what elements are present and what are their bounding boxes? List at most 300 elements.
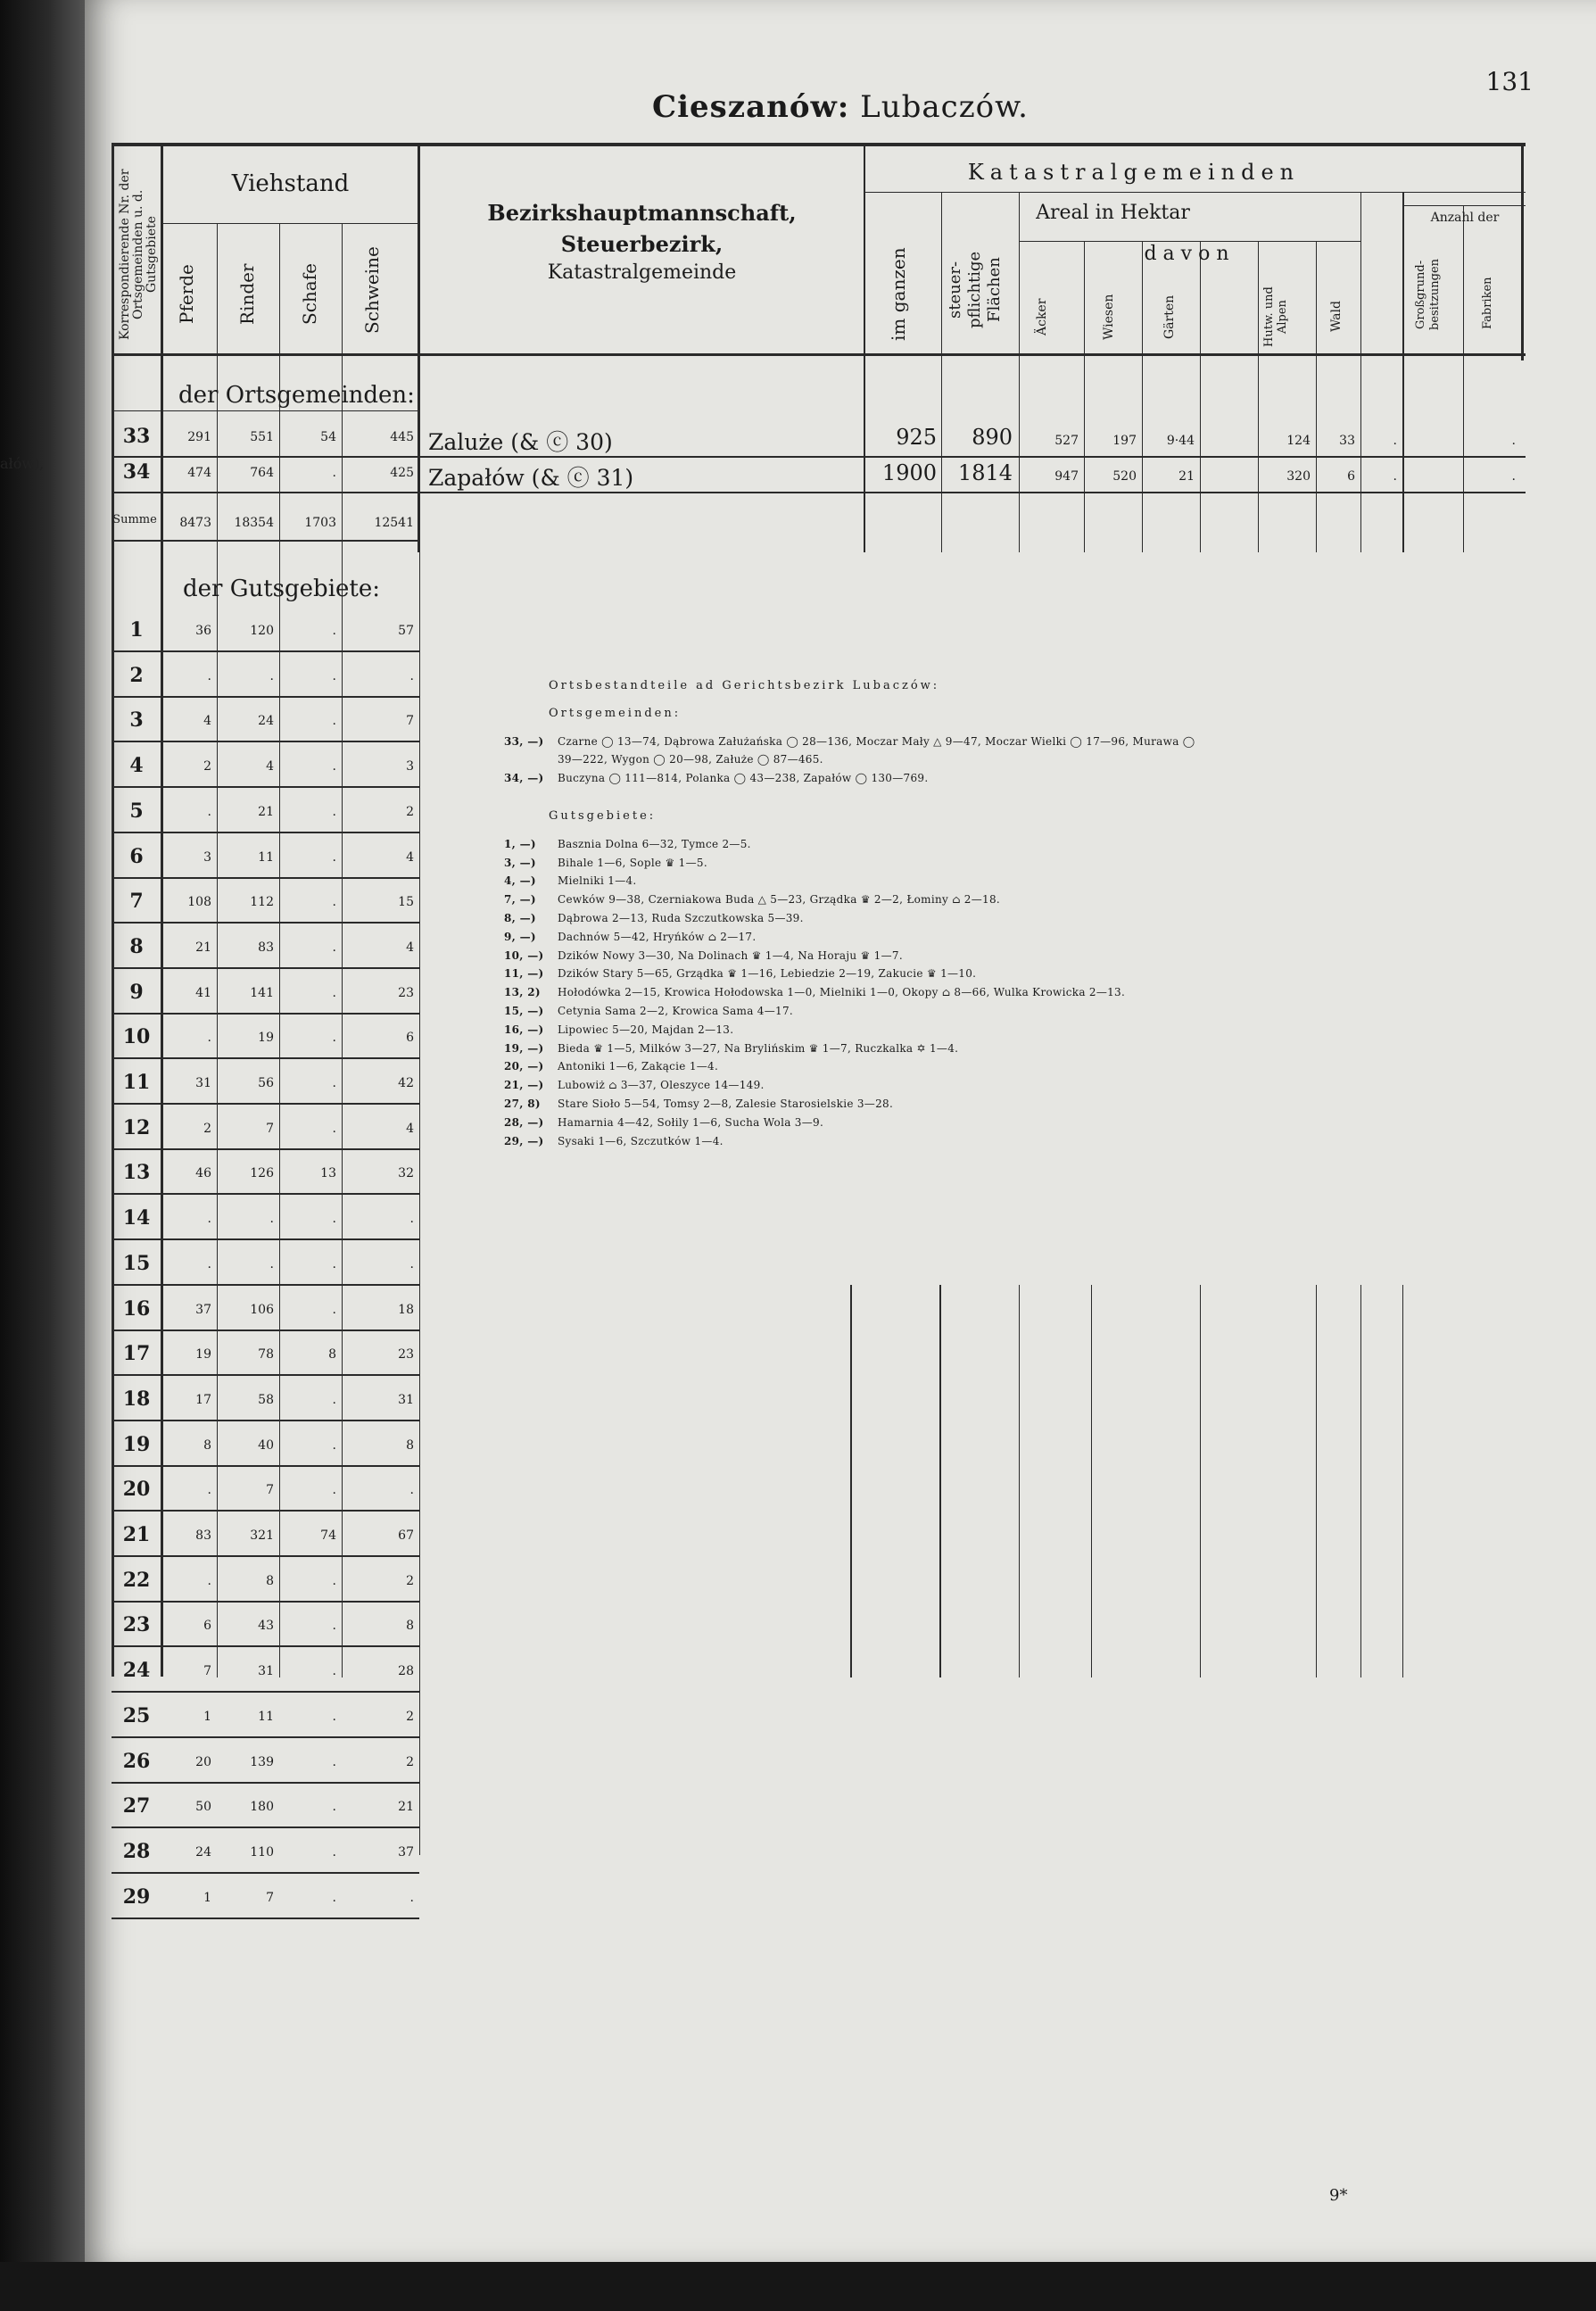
gutsgebiet-nr: 16 — [122, 1297, 151, 1321]
gutsgebiet-w: 2 — [406, 1574, 414, 1588]
gutsgebiet-r: 139 — [250, 1755, 274, 1769]
row-separator — [112, 1284, 419, 1286]
ortsgemeinde-pferde: 474 — [187, 466, 211, 480]
area-hutw: 320 — [1286, 469, 1311, 484]
gutsgebiet-w: 8 — [406, 1438, 414, 1453]
gutsgebiet-note-text: Hamarnia 4—42, Sołily 1—6, Sucha Wola 3—9. — [558, 1115, 824, 1129]
gutsgebiet-s: . — [332, 759, 336, 774]
gutsgebiet-r: 83 — [258, 940, 274, 955]
gutsgebiet-w: . — [409, 1891, 414, 1905]
gutsgebiet-s: . — [332, 1755, 336, 1769]
gutsgebiet-s: . — [332, 669, 336, 683]
row-separator — [112, 1691, 419, 1693]
row-separator — [112, 1013, 419, 1015]
area-wiesen: 520 — [1112, 469, 1137, 484]
header-rinder: Rinder — [236, 263, 258, 326]
gutsgebiet-s: . — [332, 1891, 336, 1905]
margin-cut-text: ałów), — [0, 455, 45, 472]
gutsgebiet-note-number: 9, —) — [504, 930, 536, 943]
header-steuerpflichtige: steuer- pflichtige Flächen — [946, 251, 1004, 329]
gutsgebiet-note-number: 28, —) — [504, 1115, 544, 1129]
gutsgebiet-w: 23 — [398, 986, 414, 1000]
header-pferde: Pferde — [176, 264, 197, 325]
ortsgemeinde-note-text: Buczyna ◯ 111—814, Polanka ◯ 43—238, Zapałów ◯ 130—769. — [558, 772, 929, 785]
gutsgebiet-p: 17 — [195, 1393, 211, 1407]
area-wald: 6 — [1347, 469, 1355, 484]
gutsgebiet-r: 58 — [258, 1393, 274, 1407]
gutsgebiet-p: 20 — [195, 1755, 211, 1769]
gutsgebiet-p: 83 — [195, 1528, 211, 1543]
gutsgebiet-w: 8 — [406, 1619, 414, 1633]
gutsgebiet-note-text: Bieda ♛ 1—5, Milków 3—27, Na Brylińskim ♛ 1—7, Ruczkalka ✡ 1—4. — [558, 1041, 959, 1055]
gutsgebiet-note-line — [504, 1021, 1539, 1040]
scan-bottom-edge — [0, 2262, 1596, 2311]
gutsgebiet-note-number: 15, —) — [504, 1004, 544, 1017]
summe-schweine: 12541 — [374, 516, 414, 530]
ortsgemeinde-nr: 33 — [122, 425, 151, 448]
gutsgebiet-p: 36 — [195, 624, 211, 638]
row-separator — [112, 786, 419, 788]
gutsgebiet-r: . — [269, 1212, 274, 1226]
row-separator — [112, 1918, 419, 1919]
gutsgebiet-w: 2 — [406, 1755, 414, 1769]
gutsgebiet-w: 4 — [406, 940, 414, 955]
gutsgebiet-note-number: 21, —) — [504, 1079, 544, 1092]
gutsgebiet-w: . — [409, 1212, 414, 1226]
page-title: Cieszanów: Lubaczów. — [652, 89, 1029, 125]
row-separator — [112, 1193, 419, 1195]
steuer-value: 890 — [972, 425, 1013, 450]
gutsgebiet-s: . — [332, 1393, 336, 1407]
gutsgebiet-w: 3 — [406, 759, 414, 774]
gutsgebiet-nr: 23 — [122, 1613, 151, 1636]
header-fabriken: Fabriken — [1481, 277, 1494, 330]
gutsgebiet-note-line — [504, 965, 1539, 983]
row-separator — [112, 456, 1526, 458]
gutsgebiet-nr: 19 — [122, 1433, 151, 1456]
gutsgebiet-note-number: 27, 8) — [504, 1097, 541, 1110]
header-viehstand: Viehstand — [231, 170, 350, 197]
row-separator — [112, 1736, 419, 1738]
header-wiesen: Wiesen — [1102, 294, 1116, 340]
gutsgebiet-p: . — [207, 1257, 211, 1271]
row-separator — [112, 1238, 419, 1240]
gutsgebiet-note-line — [504, 854, 1539, 873]
gutsgebiet-r: 7 — [266, 1122, 274, 1136]
gutsgebiet-r: 321 — [250, 1528, 274, 1543]
gutsgebiet-r: 7 — [266, 1891, 274, 1905]
notes-ortsgemeinden-heading: Ortsgemeinden: — [549, 706, 682, 720]
area-aecker: 527 — [1054, 434, 1079, 448]
gutsgebiet-nr: 8 — [129, 935, 144, 958]
gutsgebiet-r: 43 — [258, 1619, 274, 1633]
gutsgebiet-nr: 5 — [129, 799, 144, 823]
gutsgebiet-nr: 28 — [122, 1840, 151, 1863]
header-katastralgemeinden: Katastralgemeinden — [967, 160, 1301, 185]
ortsgemeinde-schafe: 54 — [320, 430, 336, 444]
gutsgebiet-note-number: 29, —) — [504, 1134, 544, 1147]
gutsgebiet-r: 24 — [258, 714, 274, 728]
gutsgebiet-s: 13 — [320, 1166, 336, 1180]
gutsgebiet-p: 24 — [195, 1845, 211, 1860]
gutsgebiet-note-line — [504, 872, 1539, 890]
gutsgebiet-w: 31 — [398, 1393, 414, 1407]
gutsgebiet-note-line — [504, 835, 1539, 854]
gutsgebiet-r: 56 — [258, 1076, 274, 1090]
row-separator — [112, 1103, 419, 1105]
ortsgemeinde-rinder: 551 — [250, 430, 274, 444]
ortsgemeinde-schweine: 425 — [390, 466, 414, 480]
row-separator — [112, 1465, 419, 1467]
gutsgebiet-p: 7 — [203, 1664, 211, 1678]
gutsgebiet-w: 28 — [398, 1664, 414, 1678]
gutsgebiet-r: 78 — [258, 1347, 274, 1362]
gutsgebiet-w: . — [409, 669, 414, 683]
header-bezirk-3: Katastralgemeinde — [547, 261, 737, 284]
steuer-value: 1814 — [957, 460, 1013, 485]
ortsgemeinde-nr: 34 — [122, 460, 151, 484]
section-ortsgemeinden: der Ortsgemeinden: — [178, 382, 415, 409]
gutsgebiet-s: . — [332, 624, 336, 638]
gutsgebiet-s: . — [332, 1031, 336, 1045]
row-separator — [112, 1510, 419, 1512]
row-separator — [112, 1148, 419, 1150]
signature-mark: 9* — [1329, 2186, 1348, 2205]
area-fab: . — [1511, 469, 1516, 484]
gutsgebiet-p: 4 — [203, 714, 211, 728]
row-separator — [112, 1782, 419, 1784]
area-gross: . — [1393, 434, 1397, 448]
gutsgebiet-w: 15 — [398, 895, 414, 909]
summe-pferde: 8473 — [179, 516, 211, 530]
header-schafe: Schafe — [299, 263, 320, 326]
row-separator — [112, 1329, 419, 1331]
gutsgebiet-s: 8 — [328, 1347, 336, 1362]
gutsgebiet-w: . — [409, 1483, 414, 1497]
gutsgebiet-p: . — [207, 805, 211, 819]
header-wald: Wald — [1329, 301, 1344, 333]
header-hutweiden: Hutw. und Alpen — [1262, 286, 1289, 347]
gutsgebiet-s: . — [332, 1483, 336, 1497]
gutsgebiet-p: 19 — [195, 1347, 211, 1362]
gutsgebiet-note-line — [504, 909, 1539, 928]
gutsgebiet-p: 1 — [203, 1891, 211, 1905]
section-gutsgebiete: der Gutsgebiete: — [183, 576, 380, 602]
gutsgebiet-w: 4 — [406, 850, 414, 865]
gutsgebiet-note-text: Lubowiż ⌂ 3—37, Oleszyce 14—149. — [558, 1079, 765, 1092]
gutsgebiet-nr: 13 — [122, 1161, 151, 1184]
area-gaerten: 21 — [1178, 469, 1195, 484]
gutsgebiet-w: . — [409, 1257, 414, 1271]
gutsgebiet-note-text: Sysaki 1—6, Szczutków 1—4. — [558, 1134, 724, 1147]
page-number: 131 — [1485, 67, 1534, 96]
row-separator — [112, 1645, 419, 1647]
row-separator — [112, 922, 419, 924]
gutsgebiet-r: 11 — [258, 1710, 274, 1724]
gutsgebiet-p: . — [207, 1483, 211, 1497]
im-ganzen-value: 925 — [896, 425, 937, 450]
ortsgemeinde-note-line — [504, 733, 1539, 751]
gutsgebiet-w: 32 — [398, 1166, 414, 1180]
gutsgebiet-note-text: Dzików Nowy 3—30, Na Dolinach ♛ 1—4, Na Horaju ♛ 1—7. — [558, 948, 903, 962]
row-separator — [112, 1826, 419, 1828]
gutsgebiet-w: 23 — [398, 1347, 414, 1362]
gutsgebiet-note-text: Basznia Dolna 6—32, Tymce 2—5. — [558, 837, 751, 850]
gutsgebiet-r: 7 — [266, 1483, 274, 1497]
gutsgebiet-p: 108 — [187, 895, 211, 909]
gutsgebiet-nr: 6 — [129, 845, 144, 868]
gutsgebiet-p: . — [207, 669, 211, 683]
gutsgebiet-note-line — [504, 1002, 1539, 1021]
gutsgebiet-p: 2 — [203, 759, 211, 774]
gutsgebiet-r: 4 — [266, 759, 274, 774]
gutsgebiet-p: . — [207, 1574, 211, 1588]
row-separator — [112, 1057, 419, 1059]
gutsgebiet-s: . — [332, 1845, 336, 1860]
gutsgebiet-r: 40 — [258, 1438, 274, 1453]
gutsgebiet-w: 42 — [398, 1076, 414, 1090]
gutsgebiet-note-number: 11, —) — [504, 967, 544, 981]
gutsgebiet-r: 141 — [250, 986, 274, 1000]
gutsgebiet-nr: 3 — [129, 708, 144, 732]
gutsgebiet-s: . — [332, 1619, 336, 1633]
gutsgebiet-s: . — [332, 850, 336, 865]
header-korrespondierende: Korrespondierende Nr. der Ortsgemeinden u. d. Gutsgebiete — [118, 169, 159, 340]
gutsgebiet-p: . — [207, 1212, 211, 1226]
header-grossgrund: Großgrund- besitzungen — [1414, 258, 1442, 331]
area-aecker: 947 — [1054, 469, 1079, 484]
gutsgebiet-p: 41 — [195, 986, 211, 1000]
gutsgebiet-w: 7 — [406, 714, 414, 728]
header-anzahl: Anzahl der — [1430, 211, 1500, 225]
gutsgebiet-p: 37 — [195, 1303, 211, 1317]
gutsgebiet-note-text: Cewków 9—38, Czerniakowa Buda △ 5—23, Grządka ♛ 2—2, Łominy ⌂ 2—18. — [558, 893, 1001, 907]
row-separator — [112, 1374, 419, 1376]
gutsgebiet-note-text: Dzików Stary 5—65, Grządka ♛ 1—16, Lebiedzie 2—19, Zakucie ♛ 1—10. — [558, 967, 977, 981]
gutsgebiet-nr: 22 — [122, 1569, 151, 1592]
gutsgebiet-note-line — [504, 1040, 1539, 1058]
gutsgebiet-p: 3 — [203, 850, 211, 865]
gutsgebiet-s: . — [332, 1212, 336, 1226]
row-separator — [112, 877, 419, 879]
gutsgebiet-r: . — [269, 1257, 274, 1271]
area-wiesen: 197 — [1112, 434, 1137, 448]
notes-heading: Ortsbestandteile ad Gerichtsbezirk Lubaczów: — [549, 679, 940, 692]
gutsgebiet-note-text: Antoniki 1—6, Zakącie 1—4. — [558, 1060, 719, 1073]
header-aecker: Äcker — [1035, 298, 1049, 335]
gutsgebiet-note-number: 7, —) — [504, 893, 536, 907]
gutsgebiet-note-line — [504, 983, 1539, 1002]
gutsgebiet-s: . — [332, 1122, 336, 1136]
gutsgebiet-note-text: Mielniki 1—4. — [558, 874, 637, 888]
gutsgebiet-note-line — [504, 1114, 1539, 1132]
gutsgebiet-nr: 14 — [122, 1206, 151, 1230]
gutsgebiet-nr: 26 — [122, 1750, 151, 1773]
ortsgemeinde-schweine: 445 — [390, 430, 414, 444]
row-separator — [112, 1601, 419, 1603]
notes-gutsgebiete-heading: Gutsgebiete: — [549, 808, 657, 823]
area-gaerten: 9·44 — [1166, 434, 1195, 448]
katastralgemeinde-name: Zapałów (& ⓒ 31) — [428, 465, 634, 491]
gutsgebiet-note-line — [504, 928, 1539, 947]
area-fab: . — [1511, 434, 1516, 448]
gutsgebiet-nr: 7 — [129, 890, 144, 913]
gutsgebiet-nr: 10 — [122, 1025, 151, 1048]
gutsgebiet-note-number: 10, —) — [504, 948, 544, 962]
gutsgebiet-p: 8 — [203, 1438, 211, 1453]
gutsgebiet-nr: 12 — [122, 1116, 151, 1139]
gutsgebiet-note-text: Lipowiec 5—20, Majdan 2—13. — [558, 1023, 734, 1036]
header-bezirk-1: Bezirkshauptmannschaft, — [487, 200, 797, 226]
gutsgebiet-s: . — [332, 714, 336, 728]
gutsgebiet-w: 6 — [406, 1031, 414, 1045]
gutsgebiet-note-number: 4, —) — [504, 874, 536, 888]
gutsgebiet-s: . — [332, 895, 336, 909]
gutsgebiet-note-line — [504, 890, 1539, 909]
gutsgebiet-nr: 18 — [122, 1387, 151, 1411]
gutsgebiet-nr: 21 — [122, 1523, 151, 1546]
gutsgebiet-p: . — [207, 1031, 211, 1045]
gutsgebiet-p: 2 — [203, 1122, 211, 1136]
gutsgebiet-s: . — [332, 1076, 336, 1090]
gutsgebiet-note-number: 1, —) — [504, 837, 536, 850]
gutsgebiet-r: 19 — [258, 1031, 274, 1045]
katastralgemeinde-name: Zaluże (& ⓒ 30) — [428, 429, 613, 455]
gutsgebiet-note-number: 16, —) — [504, 1023, 544, 1036]
header-bezirk-2: Steuerbezirk, — [560, 231, 724, 257]
gutsgebiet-nr: 4 — [129, 754, 144, 777]
gutsgebiet-w: 21 — [398, 1800, 414, 1814]
gutsgebiet-note-number: 13, 2) — [504, 986, 541, 999]
header-gaerten: Gärten — [1162, 294, 1177, 339]
gutsgebiet-r: 8 — [266, 1574, 274, 1588]
gutsgebiet-p: 21 — [195, 940, 211, 955]
gutsgebiet-s: . — [332, 1664, 336, 1678]
gutsgebiet-r: 21 — [258, 805, 274, 819]
gutsgebiet-p: 6 — [203, 1619, 211, 1633]
gutsgebiet-w: 67 — [398, 1528, 414, 1543]
gutsgebiet-s: 74 — [320, 1528, 336, 1543]
gutsgebiet-nr: 24 — [122, 1659, 151, 1682]
im-ganzen-value: 1900 — [881, 460, 937, 485]
area-hutw: 124 — [1286, 434, 1311, 448]
gutsgebiet-nr: 11 — [122, 1071, 151, 1094]
gutsgebiet-note-text: Cetynia Sama 2—2, Krowica Sama 4—17. — [558, 1004, 794, 1017]
gutsgebiet-note-number: 3, —) — [504, 856, 536, 869]
summe-label: Summe — [112, 513, 157, 526]
gutsgebiet-w: 2 — [406, 1710, 414, 1724]
gutsgebiet-nr: 20 — [122, 1478, 151, 1501]
row-separator — [112, 696, 419, 698]
document-page — [85, 0, 1596, 2262]
gutsgebiet-p: 1 — [203, 1710, 211, 1724]
row-separator — [112, 1555, 419, 1557]
gutsgebiet-p: 31 — [195, 1076, 211, 1090]
gutsgebiet-nr: 25 — [122, 1704, 151, 1727]
gutsgebiet-r: 126 — [250, 1166, 274, 1180]
gutsgebiet-w: 2 — [406, 805, 414, 819]
gutsgebiet-r: 31 — [258, 1664, 274, 1678]
gutsgebiet-nr: 1 — [129, 618, 144, 642]
gutsgebiet-w: 37 — [398, 1845, 414, 1860]
row-separator — [112, 492, 1526, 493]
row-separator — [112, 1420, 419, 1421]
area-gross: . — [1393, 469, 1397, 484]
gutsgebiet-s: . — [332, 1800, 336, 1814]
gutsgebiet-s: . — [332, 1574, 336, 1588]
gutsgebiet-s: . — [332, 986, 336, 1000]
ortsgemeinde-schafe: . — [332, 466, 336, 480]
gutsgebiet-nr: 29 — [122, 1885, 151, 1909]
gutsgebiet-note-text: Hołodówka 2—15, Krowica Hołodowska 1—0, Mielniki 1—0, Okopy ⌂ 8—66, Wulka Krowicka 2—13. — [558, 986, 1126, 999]
ortsbestandteile-notes — [504, 674, 1539, 1150]
ortsgemeinde-note-number: 34, —) — [504, 772, 544, 785]
row-separator — [112, 540, 419, 542]
area-wald: 33 — [1339, 434, 1355, 448]
gutsgebiet-note-line — [504, 1076, 1539, 1095]
gutsgebiet-note-number: 20, —) — [504, 1060, 544, 1073]
gutsgebiet-note-text: Dachnów 5—42, Hryńków ⌂ 2—17. — [558, 930, 757, 943]
gutsgebiet-r: 180 — [250, 1800, 274, 1814]
row-separator — [112, 967, 419, 969]
row-separator — [112, 1872, 419, 1874]
row-separator — [112, 741, 419, 742]
summe-rinder: 18354 — [234, 516, 274, 530]
gutsgebiet-s: . — [332, 940, 336, 955]
gutsgebiet-p: 50 — [195, 1800, 211, 1814]
row-separator — [112, 832, 419, 833]
gutsgebiet-note-text: Stare Sioło 5—54, Tomsy 2—8, Zalesie Starosielskie 3—28. — [558, 1097, 894, 1110]
gutsgebiet-nr: 9 — [129, 981, 144, 1004]
header-davon: davon — [1144, 243, 1236, 265]
summe-schafe: 1703 — [304, 516, 336, 530]
gutsgebiet-note-line — [504, 1132, 1539, 1151]
gutsgebiet-note-line — [504, 1095, 1539, 1114]
gutsgebiet-r: 112 — [250, 895, 274, 909]
header-schweine: Schweine — [361, 246, 383, 334]
gutsgebiet-note-line — [504, 947, 1539, 965]
gutsgebiet-p: 46 — [195, 1166, 211, 1180]
ortsgemeinde-rinder: 764 — [250, 466, 274, 480]
gutsgebiet-note-text: Bihale 1—6, Sople ♛ 1—5. — [558, 856, 707, 869]
gutsgebiet-s: . — [332, 1710, 336, 1724]
gutsgebiet-note-text: Dąbrowa 2—13, Ruda Szczutkowska 5—39. — [558, 911, 804, 924]
gutsgebiet-s: . — [332, 1303, 336, 1317]
gutsgebiet-note-number: 19, —) — [504, 1041, 544, 1055]
header-areal: Areal in Hektar — [1036, 202, 1190, 224]
ortsgemeinde-note-text: 39—222, Wygon ◯ 20—98, Załuże ◯ 87—465. — [558, 753, 823, 766]
header-im-ganzen: im ganzen — [888, 247, 909, 342]
ortsgemeinde-note-text: Czarne ◯ 13—74, Dąbrowa Załużańska ◯ 28—136, Moczar Mały △ 9—47, Moczar Wielki ◯ 17—96, Murawa ◯ — [558, 734, 1195, 748]
ortsgemeinde-pferde: 291 — [187, 430, 211, 444]
gutsgebiet-nr: 2 — [129, 664, 144, 687]
ortsgemeinde-note-line — [504, 750, 1539, 769]
ortsgemeinde-note-line — [504, 769, 1539, 788]
gutsgebiet-s: . — [332, 805, 336, 819]
gutsgebiet-note-line — [504, 1057, 1539, 1076]
gutsgebiet-r: 11 — [258, 850, 274, 865]
row-separator — [112, 650, 419, 652]
ortsgemeinde-note-number: 33, —) — [504, 734, 544, 748]
gutsgebiet-w: 57 — [398, 624, 414, 638]
gutsgebiet-nr: 27 — [122, 1794, 151, 1818]
gutsgebiet-note-number: 8, —) — [504, 911, 536, 924]
gutsgebiet-r: 106 — [250, 1303, 274, 1317]
gutsgebiet-w: 18 — [398, 1303, 414, 1317]
gutsgebiet-r: 120 — [250, 624, 274, 638]
gutsgebiet-s: . — [332, 1438, 336, 1453]
gutsgebiet-r: . — [269, 669, 274, 683]
